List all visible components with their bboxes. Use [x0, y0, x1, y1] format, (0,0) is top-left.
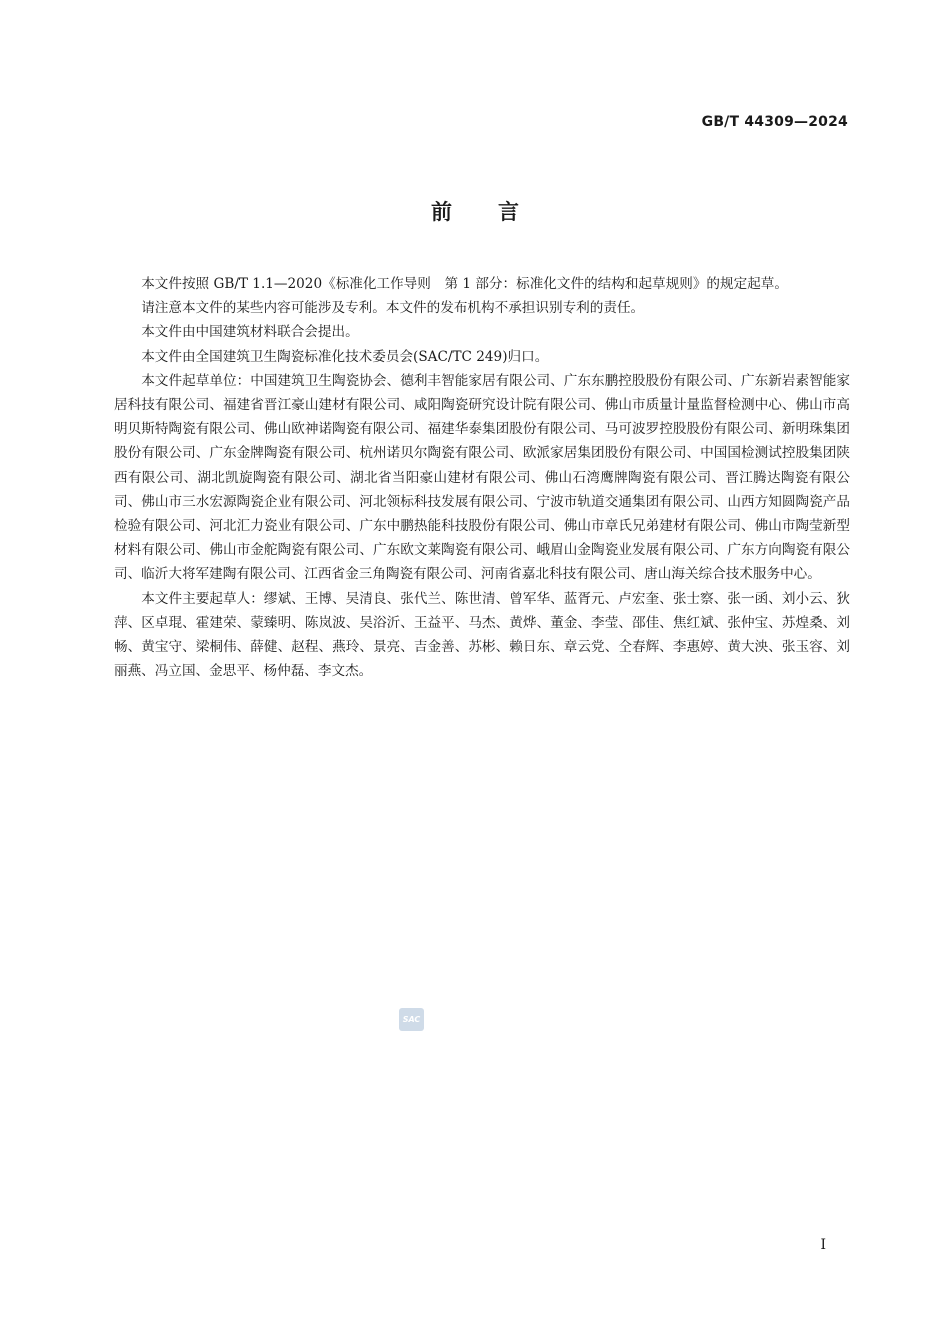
- page-number: I: [820, 1237, 826, 1253]
- paragraph-drafting-rules: 本文件按照 GB/T 1.1—2020《标准化工作导则 第 1 部分：标准化文件的结构和起草规则》的规定起草。: [141, 276, 788, 292]
- paragraph-committee: 本文件由全国建筑卫生陶瓷标准化技术委员会(SAC/TC 249)归口。: [141, 348, 549, 365]
- foreword-body: [114, 272, 850, 683]
- sac-logo-icon: SAC: [399, 1008, 424, 1031]
- page-title: 前言: [431, 200, 565, 224]
- paragraph-patent-notice: 请注意本文件的某些内容可能涉及专利。本文件的发布机构不承担识别专利的责任。: [141, 300, 645, 317]
- paragraph-drafting-units: 本文件起草单位：中国建筑卫生陶瓷协会、德利丰智能家居有限公司、广东东鹏控股股份有限公司、广东新岩素智能家居科技有限公司、福建省晋江豪山建材有限公司、咸阳陶瓷研究设计院有限公司、佛山市质量计量监督检测中心、佛山市高明贝斯特陶瓷有限公司、佛山欧神诺陶瓷有限公司、福建华泰集团股份有限公司、马可波罗控股股份有限公司、新明珠集团股份有限公司、广东金牌陶瓷有限公司、杭州诺贝尔陶瓷有限公司、欧派家居集团股份有限公司、中国国检测试控股集团陕西有限公司、湖北凯旋陶瓷有限公司、湖北省当阳豪山建材有限公司、佛山石湾鹰牌陶瓷有限公司、晋江腾达陶瓷有限公司、佛山市三水宏源陶瓷企业有限公司、河北领标科技发展有限公司、宁波市轨道交通集团有限公司、山西方知圆陶瓷产品检验有限公司、河北汇力瓷业有限公司、广东中鹏热能科技股份有限公司、佛山市章氏兄弟建材有限公司、佛山市陶莹新型材料有限公司、佛山市金舵陶瓷有限公司、广东欧文莱陶瓷有限公司、峨眉山金陶瓷业发展有限公司、广东方向陶瓷有限公司、临沂大将军建陶有限公司、江西省金三角陶瓷有限公司、河南省嘉北科技有限公司、唐山海关综合技术服务中心。: [114, 372, 850, 583]
- paragraph-drafters: 本文件主要起草人：缪斌、王博、吴清良、张代兰、陈世清、曾军华、蓝胥元、卢宏奎、张士察、张一函、刘小云、狄萍、区卓琨、霍建荣、蒙臻明、陈岚波、吴浴沂、王益平、马杰、黄烨、董金、李莹、邵佳、焦红斌、张仲宝、苏煌桑、刘畅、黄宝守、梁桐伟、薛健、赵程、燕玲、景亮、吉金善、苏彬、赖日东、章云党、仝春辉、李惠婷、黄大泱、张玉容、刘丽燕、冯立国、金思平、杨仲磊、李文杰。: [114, 590, 850, 680]
- paragraph-proposer: 本文件由中国建筑材料联合会提出。: [141, 324, 359, 341]
- standard-number: GB/T 44309—2024: [701, 114, 848, 130]
